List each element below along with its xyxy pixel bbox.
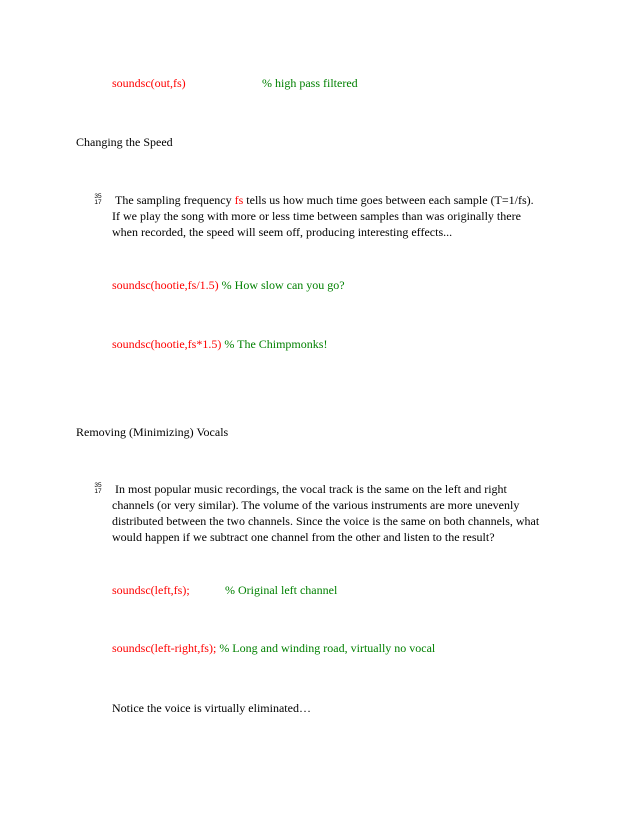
code-soundsc-left: soundsc(left,fs); [112, 583, 190, 597]
note-voice-eliminated: Notice the voice is virtually eliminated… [112, 701, 311, 715]
bullet-marker-icon: 35 17 [94, 482, 102, 495]
code-line-chipmunks: soundsc(hootie,fs*1.5) % The Chimpmonks! [112, 337, 328, 351]
code-line-slow: soundsc(hootie,fs/1.5) % How slow can you go? [112, 278, 345, 292]
section-heading-removing-vocals: Removing (Minimizing) Vocals [76, 425, 229, 439]
code-soundsc-out: soundsc(out,fs) [112, 76, 186, 90]
bullet-marker-icon: 35 17 [94, 193, 102, 206]
paragraph-vocal-track: In most popular music recordings, the vocal track is the same on the left and right channels (or very similar). The volume of the various instruments are more unevenly distributed between the two channels. Since the voice is the same on both channels, what would happen if we subtract one channel from the other and listen to the result? [112, 482, 540, 544]
comment-high-pass: % high pass filtered [262, 76, 358, 90]
comment-original-left: % Original left channel [225, 583, 338, 597]
section-heading-changing-speed: Changing the Speed [76, 135, 173, 149]
code-line-left-right: soundsc(left-right,fs); % Long and winding road, virtually no vocal [112, 641, 436, 655]
paragraph-sampling-frequency: The sampling frequency fs tells us how much time goes between each sample (T=1/fs). If we play the song with more or less time between samples than was originally there when recorded, the speed will seem off, producing interesting effects... [112, 193, 534, 239]
